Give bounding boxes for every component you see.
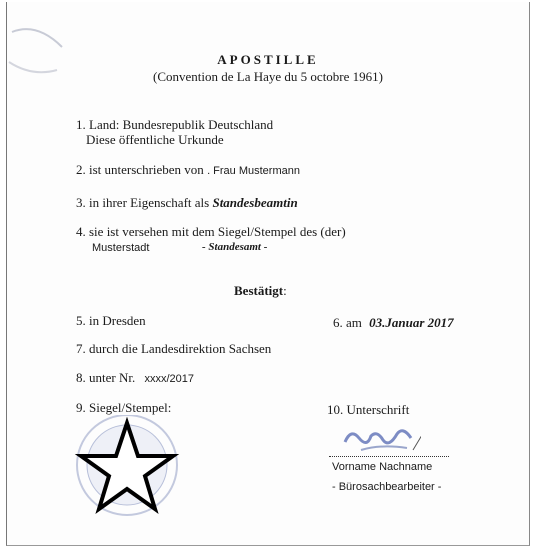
handwritten-signature [341, 420, 421, 460]
stamp-line: 9. Siegel/Stempel: [76, 400, 172, 415]
seal-city: Musterstadt [92, 242, 150, 254]
seal-office: - Standesamt - [202, 241, 268, 253]
land-subline: Diese öffentliche Urkunde [86, 132, 224, 147]
confirmed-label: Bestätigt [234, 283, 284, 298]
signed-label: 2. ist unterschrieben von [76, 162, 204, 177]
number-value: xxxx/2017 [144, 373, 194, 385]
date-line [333, 315, 454, 330]
land-line: 1. Land: Bundesrepublik Deutschland [76, 117, 274, 132]
place-line: 5. in Dresden [76, 313, 146, 328]
signature-dotted-line [329, 456, 449, 457]
confirmed-colon: : [283, 283, 287, 298]
official-seal [69, 415, 189, 525]
capacity-label: 3. in ihrer Eigenschaft als [76, 195, 210, 210]
signer-name: Vorname Nachname [332, 461, 433, 473]
signed-line [76, 162, 300, 179]
seal-line: 4. sie ist versehen mit dem Siegel/Stempel des (der) [76, 224, 346, 239]
signature-line: 10. Unterschrift [327, 402, 410, 417]
capacity-value: Standesbeamtin [212, 195, 298, 210]
document-subtitle: (Convention de La Haye du 5 octobre 1961) [153, 69, 383, 84]
signed-value: . Frau Mustermann [207, 165, 300, 177]
capacity-line [76, 195, 298, 210]
number-label: 8. unter Nr. [76, 370, 136, 385]
authority-line: 7. durch die Landesdirektion Sachsen [76, 341, 272, 356]
number-line [76, 370, 194, 387]
signer-role: - Bürosachbearbeiter - [332, 481, 442, 493]
document-title: APOSTILLE [217, 52, 319, 67]
date-value: 03.Januar 2017 [369, 315, 454, 330]
confirmed-heading [234, 283, 287, 298]
date-label: 6. am [333, 315, 362, 330]
apostille-document [6, 2, 530, 546]
